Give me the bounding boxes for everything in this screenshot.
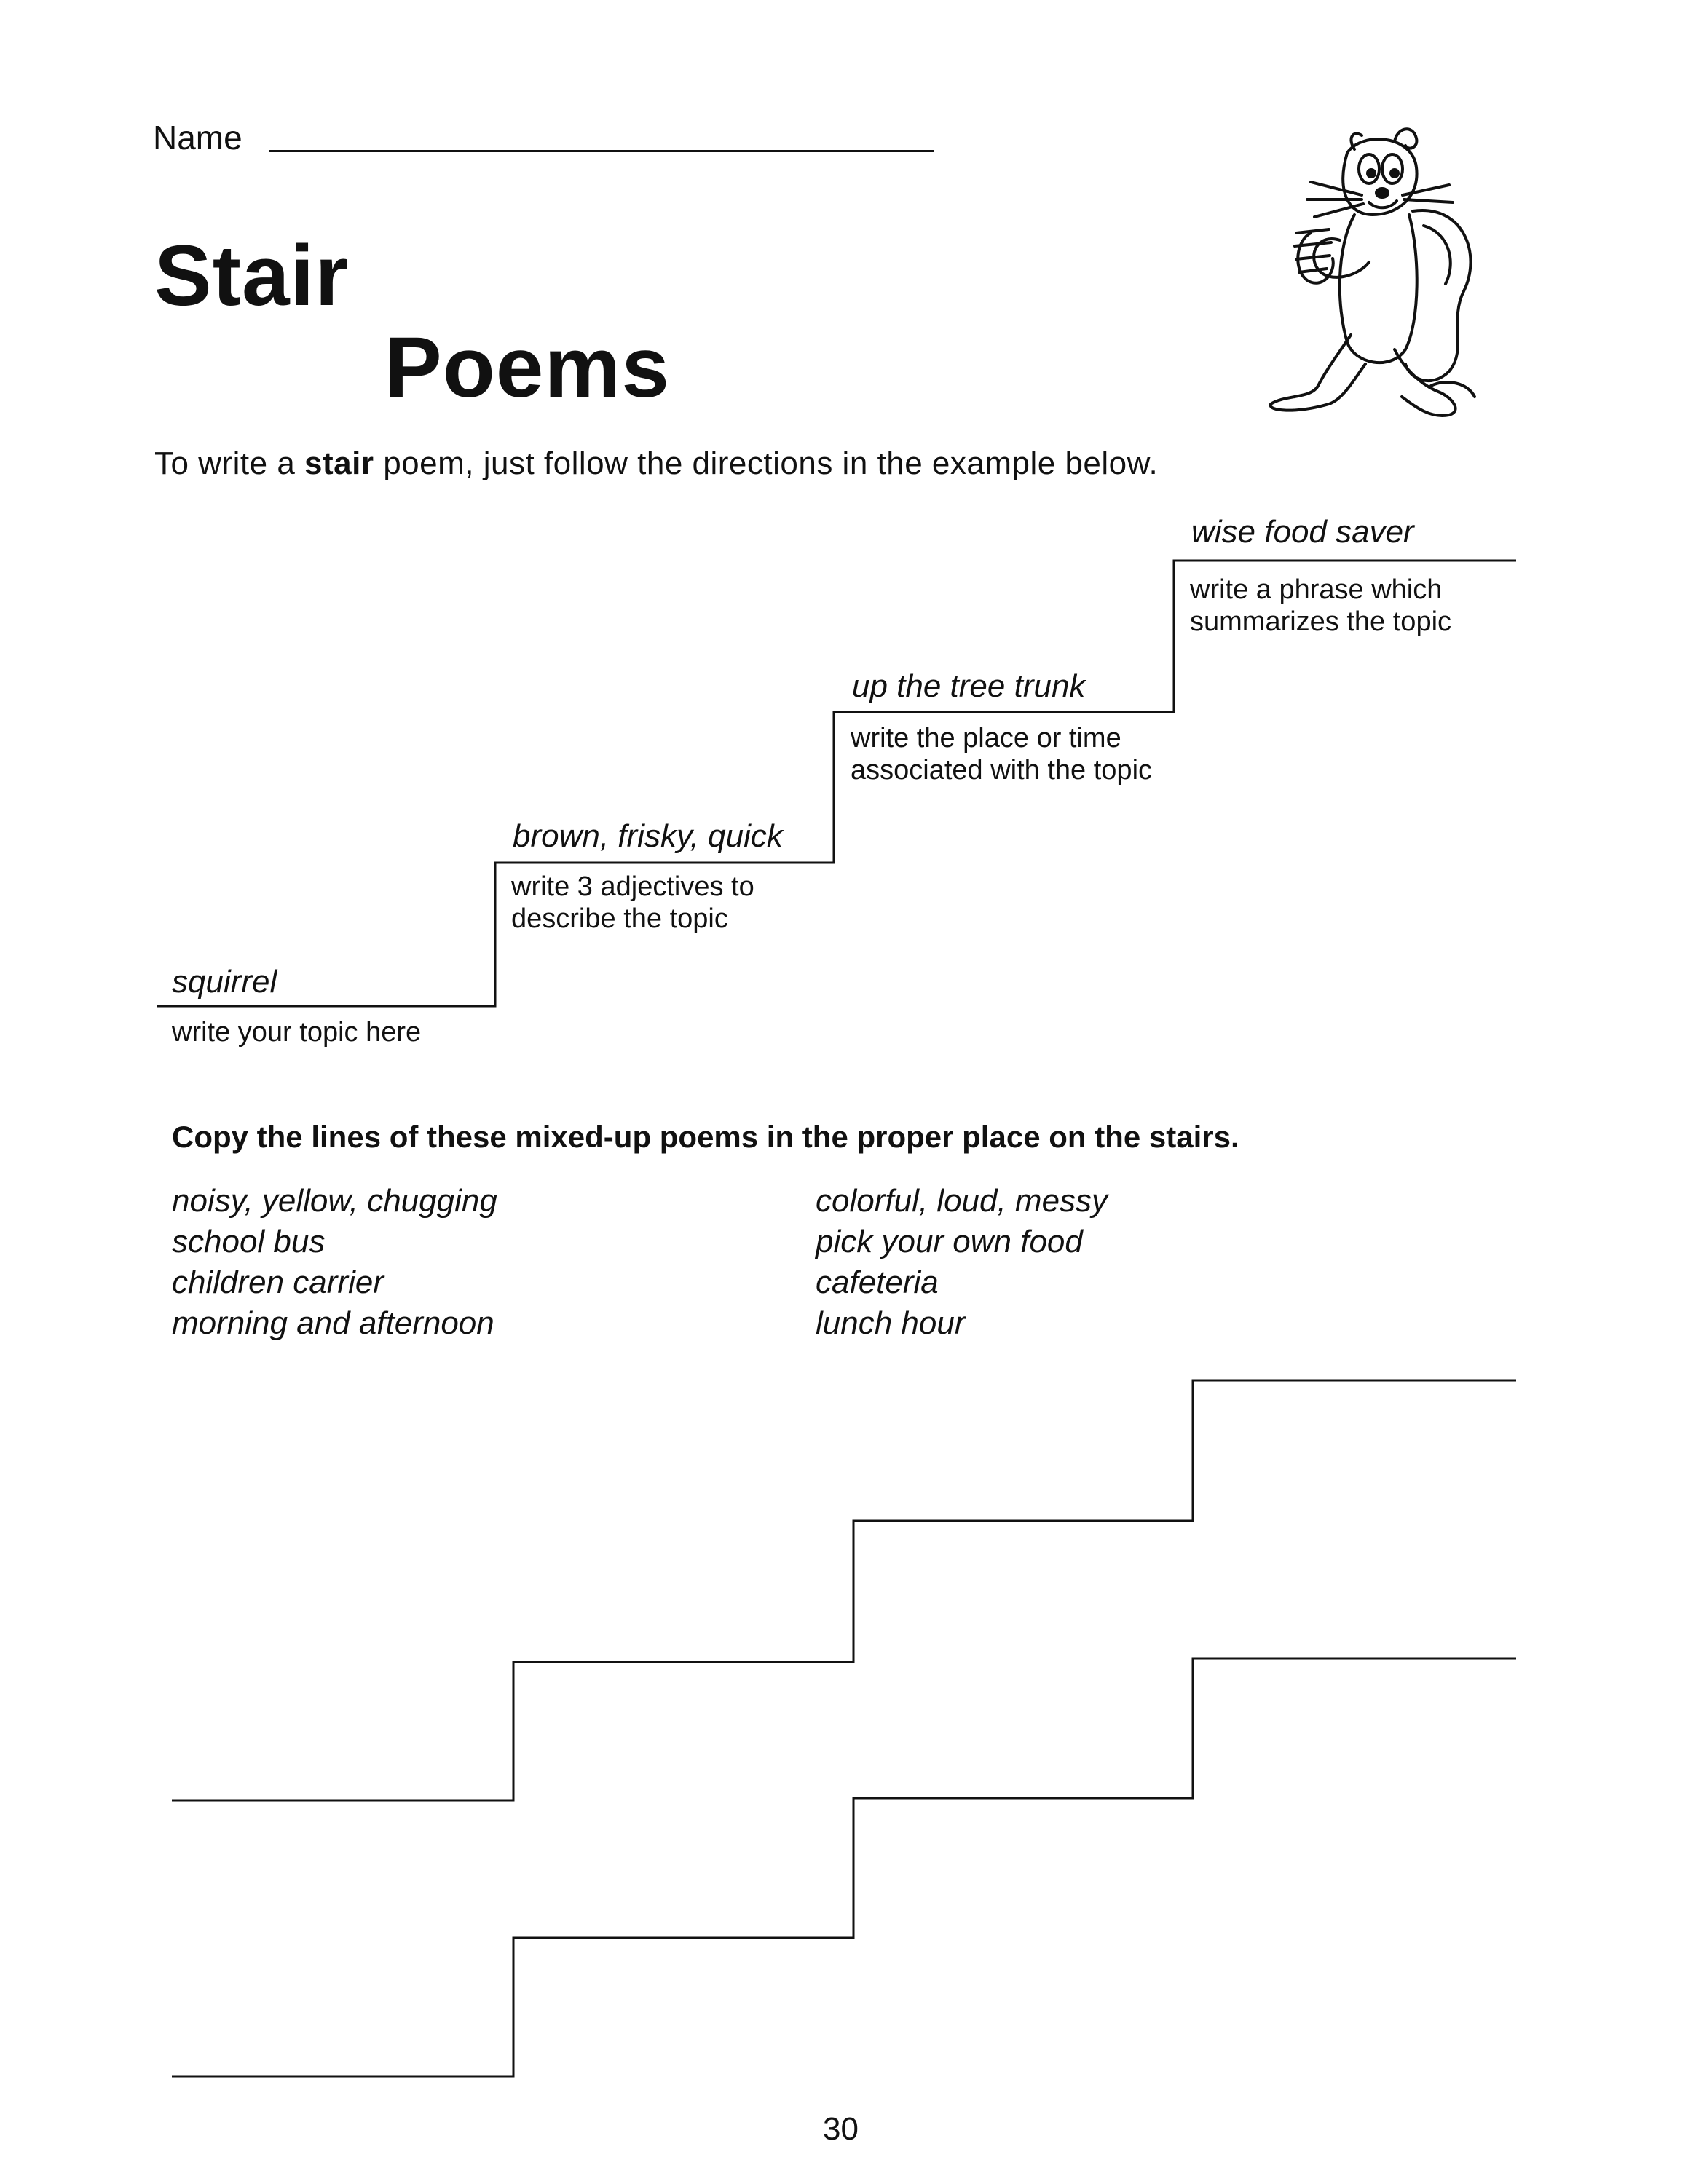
example-step2-instruction: write 3 adjectives to describe the topic: [511, 871, 754, 934]
poem-a-list: [172, 1181, 497, 1344]
list-item: morning and afternoon: [172, 1305, 494, 1341]
example-step1-text: squirrel: [172, 964, 277, 1000]
list-item: pick your own food: [816, 1224, 1083, 1259]
intro-text: To write a stair poem, just follow the directions in the example below.: [154, 446, 1159, 481]
list-item: school bus: [172, 1224, 326, 1259]
example-step2-text: brown, frisky, quick: [513, 818, 783, 854]
page-number: 30: [823, 2111, 859, 2147]
exercise-stair-a: [172, 1380, 1516, 1800]
list-item: cafeteria: [816, 1265, 939, 1300]
page-title-line2: Poems: [384, 320, 670, 416]
example-step4-instruction: write a phrase which summarizes the topic: [1190, 574, 1452, 637]
exercise-stair-b: [172, 1658, 1516, 2076]
example-step1-instruction: write your topic here: [172, 1017, 422, 1048]
list-item: lunch hour: [816, 1305, 966, 1341]
intro-bold-word: stair: [304, 446, 374, 481]
example-step4-text: wise food saver: [1191, 514, 1414, 550]
name-label: Name: [153, 119, 242, 157]
list-item: colorful, loud, messy: [816, 1183, 1108, 1219]
example-step3-text: up the tree trunk: [852, 668, 1086, 704]
page-title-line1: Stair: [154, 228, 350, 324]
poem-b-list: [816, 1181, 1108, 1344]
exercise-heading: Copy the lines of these mixed-up poems in the proper place on the stairs.: [172, 1120, 1239, 1154]
example-step3-instruction: write the place or time associated with the topic: [851, 723, 1153, 786]
list-item: noisy, yellow, chugging: [172, 1183, 497, 1219]
list-item: children carrier: [172, 1265, 384, 1300]
